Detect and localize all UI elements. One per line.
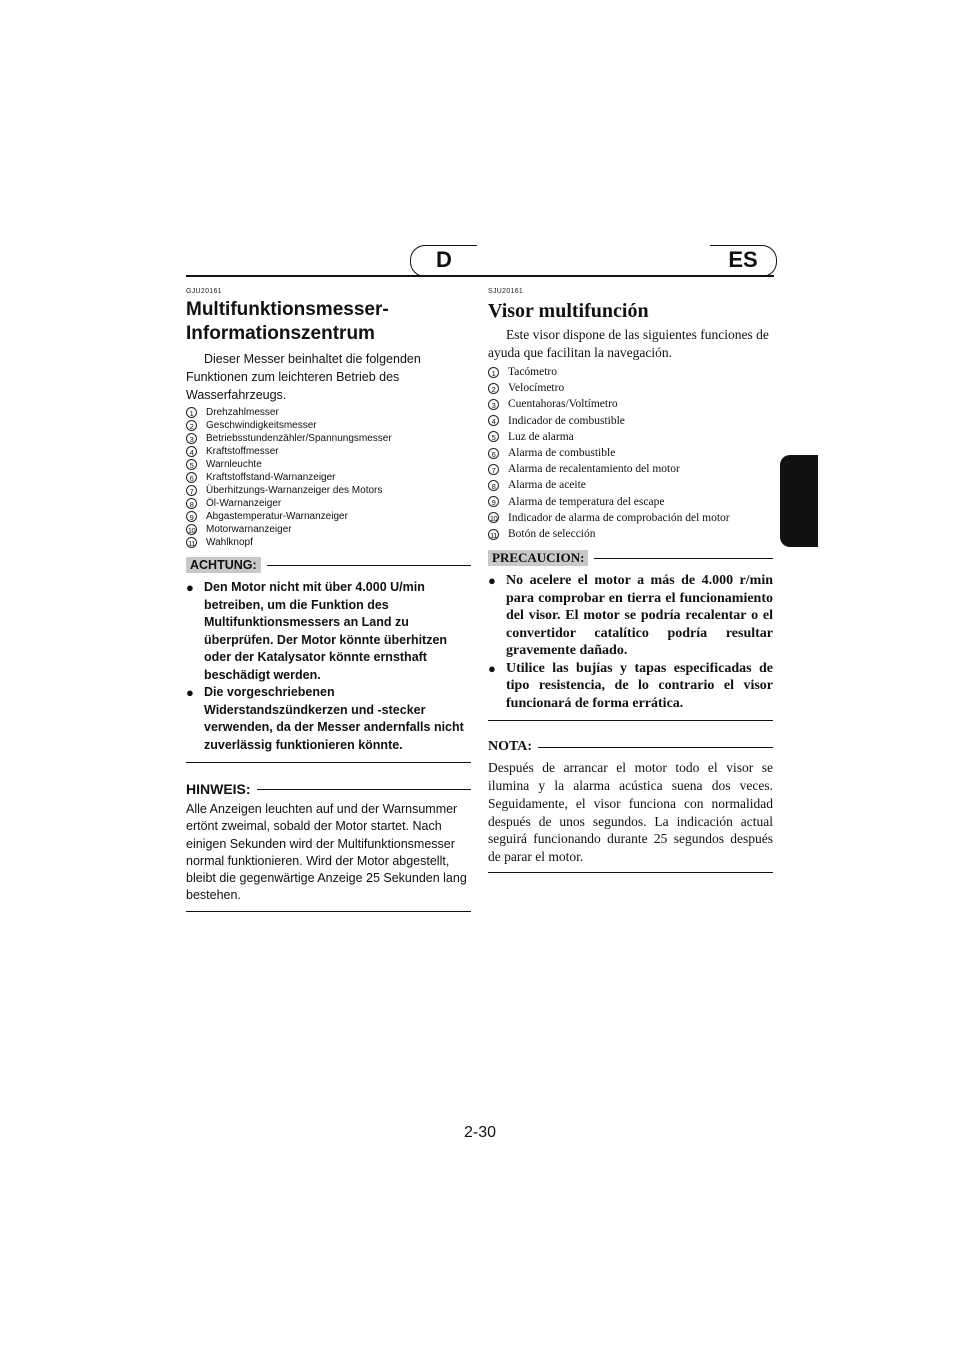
circled-number-7: 7 [488,464,499,475]
caution-item: ● No acelere el motor a más de 4.000 r/min para comprobar en tierra el funcionamiento del visor. El motor se podría recalentar o el convertidor catalítico podría resultar gravemente dañado. [488,573,773,659]
list-item: 6 Kraftstoffstand-Warnanzeiger [186,471,471,484]
function-list [186,406,471,549]
circled-number-4: 4 [488,415,499,426]
note-label: HINWEIS: [186,781,251,797]
list-item: 6 Alarma de combustible [488,445,773,461]
section-code: SJU20161 [488,288,524,295]
caution-end-rule [488,720,773,721]
bullet-icon: ● [186,685,194,700]
spanish-column [488,288,773,873]
caution-list [186,579,471,754]
circled-number-8: 8 [186,498,197,509]
list-item: 7 Überhitzungs-Warnanzeiger des Motors [186,484,471,497]
bullet-icon: ● [488,660,496,676]
caution-end-rule [186,762,471,763]
circled-number-11: 11 [186,537,197,548]
title-line-2: Informationszentrum [186,323,375,344]
list-item: 8 Alarma de aceite [488,477,773,493]
caution-label: PRECAUCION: [488,550,588,566]
caution-header [186,557,471,573]
circled-number-5: 5 [488,431,499,442]
list-item: 9 Abgastemperatur-Warnanzeiger [186,510,471,523]
intro-paragraph: Este visor dispone de las siguientes funciones de ayuda que facilitan la navegación. [488,327,769,360]
list-item: 2 Geschwindigkeitsmesser [186,419,471,432]
list-item: 5 Luz de alarma [488,429,773,445]
language-tab-es: ES [710,245,777,277]
list-item: 11 Botón de selección [488,526,773,542]
circled-number-5: 5 [186,459,197,470]
note-label: NOTA: [488,739,533,755]
note-end-rule [488,872,773,873]
caution-list [488,572,773,712]
list-item: 7 Alarma de recalentamiento del motor [488,461,773,477]
circled-number-4: 4 [186,446,197,457]
note-header [186,781,471,797]
note-header [488,739,773,755]
bullet-icon: ● [186,580,194,595]
circled-number-6: 6 [186,472,197,483]
circled-number-6: 6 [488,448,499,459]
circled-number-10: 10 [489,514,498,524]
section-title: Visor multifunción [488,300,649,322]
page-number: 2-30 [463,1124,497,1141]
circled-number-7: 7 [186,485,197,496]
german-column [186,288,471,912]
circled-number-1: 1 [488,367,499,378]
circled-number-11: 11 [488,529,499,540]
intro-paragraph: Dieser Messer beinhaltet die folgenden Funktionen zum leichteren Betrieb des Wasserfahrzeugs. [186,352,421,402]
title-line-1: Multifunktionsmesser- [186,299,389,320]
circled-number-9: 9 [186,511,197,522]
note-rule [538,747,773,748]
caution-rule [267,565,471,566]
list-item: 9 Alarma de temperatura del escape [488,494,773,510]
circled-number-3: 3 [186,433,197,444]
bullet-icon: ● [488,573,496,589]
caution-label: ACHTUNG: [186,557,261,573]
caution-rule [594,558,773,559]
list-item: 1 Tacómetro [488,364,773,380]
section-title [186,298,471,346]
caution-item: ● Die vorgeschriebenen Widerstandszündkerzen und -stecker verwenden, da der Messer andernfalls nicht zuverlässig funktionieren könnte. [186,685,464,752]
note-text: Alle Anzeigen leuchten auf und der Warnsummer ertönt zweimal, sobald der Motor startet. Nach einigen Sekunden wird der Multifunktionsmesser normal funktionieren. Wird der Motor abgestellt, bleibt die gegenwärtige Anzeige 25 Sekunden lang bestehen. [186,802,467,903]
circled-number-9: 9 [488,496,499,507]
note-rule [257,789,471,790]
circled-number-2: 2 [186,420,197,431]
section-code: GJU20161 [186,288,222,295]
list-item: 8 Öl-Warnanzeiger [186,497,471,510]
circled-number-10: 10 [187,526,196,535]
list-item: 10 Motorwarnanzeiger [187,524,292,535]
language-tab-d: D [410,245,477,277]
circled-number-1: 1 [186,407,197,418]
caution-item: ● Den Motor nicht mit über 4.000 U/min betreiben, um die Funktion des Multifunktionsmessers an Land zu überprüfen. Der Motor könnte überhitzen oder der Katalysator könnte ernsthaft beschädigt werden. [186,580,448,682]
circled-number-8: 8 [488,480,499,491]
list-item: 1 Drehzahlmesser [186,406,471,419]
list-item: 3 Betriebsstundenzähler/Spannungsmesser [186,432,471,445]
list-item: 5 Warnleuchte [186,458,471,471]
list-item: 10 Indicador de alarma de comprobación del motor [489,511,730,524]
caution-header [488,550,773,566]
list-item: 4 Indicador de combustible [488,413,773,429]
list-item: 2 Velocímetro [488,380,773,396]
circled-number-2: 2 [488,383,499,394]
list-item: 3 Cuentahoras/Voltímetro [488,396,773,412]
caution-item: ● Utilice las bujías y tapas especificadas de tipo resistencia, de lo contrario el visor funcionará de forma errática. [488,660,773,711]
header-rule [186,275,774,277]
list-item: 11 Wahlknopf [186,536,471,549]
circled-number-3: 3 [488,399,499,410]
section-thumb-tab [780,455,818,547]
function-list [488,364,773,542]
list-item: 4 Kraftstoffmesser [186,445,471,458]
note-end-rule [186,911,471,912]
note-text: Después de arrancar el motor todo el visor se ilumina y la alarma acústica suena dos veces. Seguidamente, el visor funciona con normalidad después de unos segundos. La indicación actual seguirá funcionando durante 25 segundos después de parar el motor. [488,760,773,865]
